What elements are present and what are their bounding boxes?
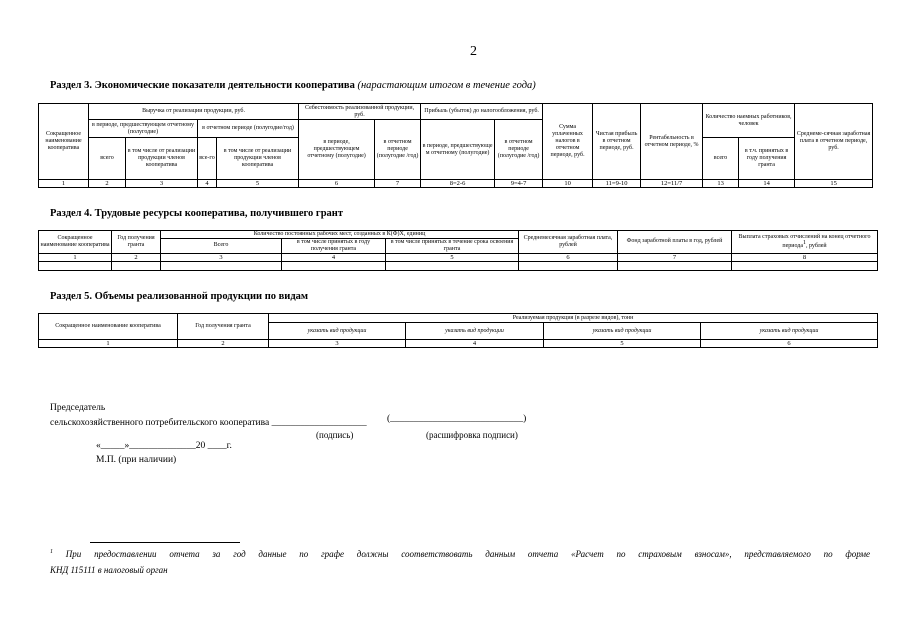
signature-stamp: М.П. (при наличии): [96, 455, 177, 465]
footnote-text: [50, 548, 870, 561]
s4-h-jobs-grant-year: в том числе принятых в году получения гранта: [282, 239, 386, 254]
footnote-marker: 1: [50, 549, 53, 555]
signature-sign-label: (подпись): [316, 430, 354, 440]
s5-h-name: Сокращенное наименование кооператива: [39, 314, 178, 340]
s4-h-insurance: [732, 231, 878, 254]
s3-h-salary: Среднеме-сячная заработная плата в отчетном периоде, руб.: [795, 104, 873, 180]
s3-h-profitability: Рентабельность в отчетном периоде, %: [641, 104, 703, 180]
s4-num: 6: [519, 253, 618, 261]
s4-num: 8: [732, 253, 878, 261]
s5-h-kind: указать вид продукции: [544, 323, 701, 340]
s5-num: 2: [178, 340, 269, 348]
s3-h-rev-cur: в отчетном периоде (полугодие/год): [198, 120, 299, 138]
s4-num: 3: [161, 253, 282, 261]
footnote-separator: [90, 542, 240, 543]
s3-h-emp-hired: в т.ч. принятых в году получения гранта: [739, 138, 795, 180]
signature-decode-label: (расшифровка подписи): [426, 430, 518, 440]
s4-h-jobs-total: Всего: [161, 239, 282, 254]
footnote-ref: 1: [803, 240, 807, 247]
s5-num: 4: [406, 340, 544, 348]
s3-h-employees: Количество наемных работников, человек: [703, 104, 795, 138]
footnote-text-body: При предоставлении отчета за год данные по графе должны соответствовать данным отчета «Расчет по страховым взносам», представляемого по форме: [65, 549, 870, 559]
signature-chair: Председатель: [50, 403, 106, 413]
s3-h-total2: все-го: [198, 138, 217, 180]
s3-num: 2: [89, 180, 126, 188]
s3-h-cost: Себестоимость реализованной продукции, руб.: [299, 104, 421, 120]
s3-num: 9=4-7: [495, 180, 543, 188]
s3-num: 10: [543, 180, 593, 188]
s4-h-jobs-period: в том числе принятых в течение срока освоения гранта: [386, 239, 519, 254]
section5-title: Раздел 5. Объемы реализованной продукции по видам: [50, 291, 309, 302]
section3-title-text: Раздел 3. Экономические показатели деятельности кооператива: [50, 80, 355, 91]
signature-coop-line: сельскохозяйственного потребительского кооператива ____________________: [50, 418, 367, 428]
s3-num: 8=2-6: [421, 180, 495, 188]
s4-num: 1: [39, 253, 112, 261]
signature-decode-field: (____________________________): [387, 414, 527, 424]
s3-num: 13: [703, 180, 739, 188]
s3-num: 15: [795, 180, 873, 188]
s3-h-rev-prev: в периоде, предшествующем отчетному (полугодие): [89, 120, 198, 138]
s3-h-total: всего: [89, 138, 126, 180]
page-number: 2: [470, 44, 477, 59]
s4-h-name: Сокращенное наименование кооператива: [39, 231, 112, 254]
s5-num: 5: [544, 340, 701, 348]
s3-num: 6: [299, 180, 375, 188]
s5-h-year: Год получения гранта: [178, 314, 269, 340]
section4-table: [38, 230, 878, 271]
s3-num: 7: [375, 180, 421, 188]
s4-num: 4: [282, 253, 386, 261]
section5-table: [38, 313, 878, 348]
s3-num: 5: [217, 180, 299, 188]
s3-num: 14: [739, 180, 795, 188]
s4-num: 2: [112, 253, 161, 261]
footnote-text-end: КНД 115111 в налоговый орган: [50, 565, 168, 575]
section3-table: [38, 103, 873, 188]
s5-h-products: Реализуемая продукция (в разрезе видов), тонн: [269, 314, 878, 323]
s4-h-year: Год получения гранта: [112, 231, 161, 254]
s4-h-jobs: Количество постоянных рабочих мест, созданных в К(Ф)Х, единиц: [161, 231, 519, 239]
s3-num: 1: [39, 180, 89, 188]
s3-num: 11=9-10: [593, 180, 641, 188]
section3-subtitle: (нарастающим итогом в течение года): [357, 80, 536, 91]
section3-title: [50, 80, 536, 91]
s3-h-emp-total: всего: [703, 138, 739, 180]
s5-h-kind: указать вид продукции: [269, 323, 406, 340]
s3-h-taxes: Сумма уплаченных налогов в отчетном периоде, руб.: [543, 104, 593, 180]
s4-h-avg-salary: Среднемесячная заработная плата, рублей: [519, 231, 618, 254]
s4-num: 5: [386, 253, 519, 261]
s5-h-kind: указать вид продукции: [701, 323, 878, 340]
section4-title: Раздел 4. Трудовые ресурсы кооператива, получившего грант: [50, 208, 343, 219]
s3-num: 4: [198, 180, 217, 188]
s5-num: 3: [269, 340, 406, 348]
s4-h-insurance-text: Выплата страховых отчислений на конец отчетного периода: [738, 233, 871, 250]
s3-h-cost-cur: в отчетном периоде (полугодие /год): [375, 120, 421, 180]
s4-h-insurance-unit: , рублей: [806, 243, 827, 250]
s3-h-revenue: Выручка от реализации продукции, руб.: [89, 104, 299, 120]
s4-h-fund: Фонд заработной платы в год, рублей: [618, 231, 732, 254]
s3-num: 3: [126, 180, 198, 188]
s4-num: 7: [618, 253, 732, 261]
s5-h-kind: указать вид продукции: [406, 323, 544, 340]
s3-h-profit-cur: в отчетном периоде (полугодие /год): [495, 120, 543, 180]
s3-h-incl-members: в том числе от реализации продукции членов кооператива: [126, 138, 198, 180]
s3-h-profit: Прибыль (убыток) до налогообложения, руб.: [421, 104, 543, 120]
signature-date-line: «_____»______________20 ____г.: [96, 441, 232, 451]
s3-h-net: Чистая прибыль в отчетном периоде, руб.: [593, 104, 641, 180]
s3-h-cost-prev: в периоде, предшествующем отчетному (полугодие): [299, 120, 375, 180]
s5-num: 1: [39, 340, 178, 348]
s5-num: 6: [701, 340, 878, 348]
s3-num: 12=11/7: [641, 180, 703, 188]
s3-h-profit-prev: в периоде, предшествующе м отчетному (полугодие): [421, 120, 495, 180]
s3-h-name: Сокращенное наименование кооператива: [39, 104, 89, 180]
s4-data-row: [39, 261, 878, 270]
s3-h-incl-members2: в том числе от реализации продукции членов кооператива: [217, 138, 299, 180]
